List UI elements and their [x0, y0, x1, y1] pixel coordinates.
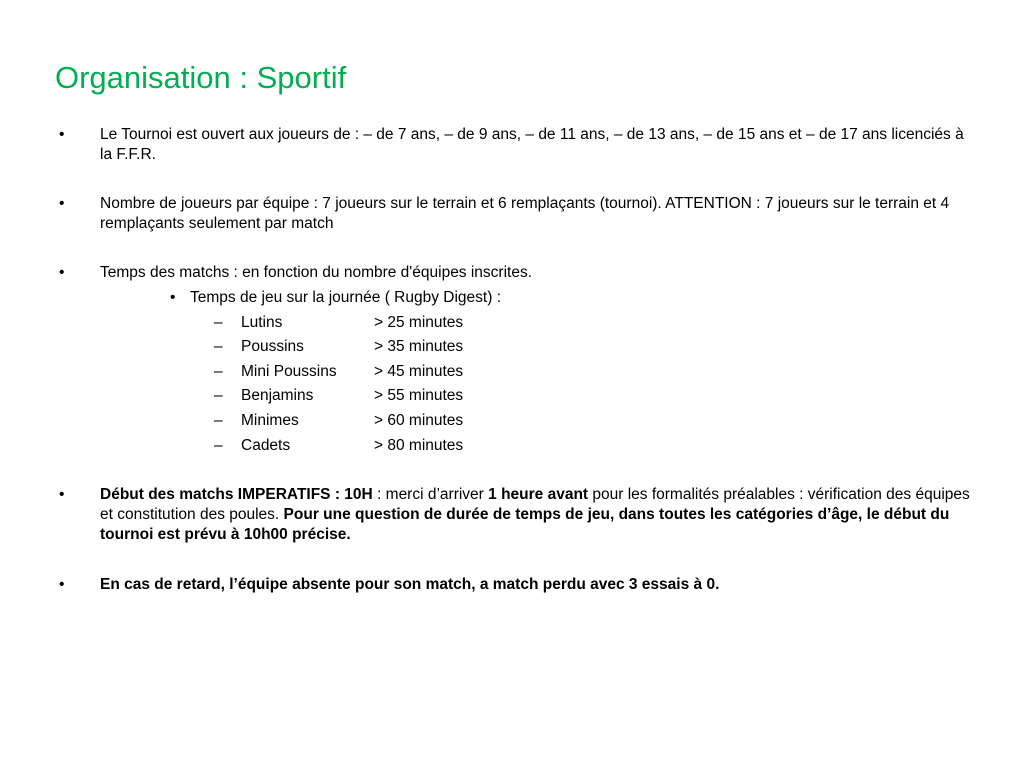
bullet-marker: •: [59, 576, 65, 593]
category-name: Cadets: [241, 437, 291, 454]
formalities-text: pour les formalités préalables : vérification des équipes et constitution des poules.: [100, 486, 970, 523]
category-time: > 55 minutes: [374, 387, 464, 404]
bullet-text-age-groups: Le Tournoi est ouvert aux joueurs de : – de 7 ans, – de 9 ans, – de 11 ans, – de 13 ans, – de 15 ans et – de 17 ans licenciés à la F.F.R.: [100, 126, 964, 163]
category-name: Minimes: [241, 412, 299, 429]
bullet-marker: •: [59, 264, 65, 281]
slide-title: Organisation : Sportif: [55, 60, 347, 95]
category-name: Benjamins: [241, 387, 314, 404]
start-time-bold: Début des matchs IMPERATIFS : 10H: [100, 486, 373, 503]
bullet-text-start-time: [100, 485, 980, 545]
category-name: Lutins: [241, 314, 283, 331]
category-name: Mini Poussins: [241, 363, 337, 380]
category-time: > 35 minutes: [374, 338, 464, 355]
category-time: > 60 minutes: [374, 412, 464, 429]
start-time-text: : merci d’arriver: [372, 486, 489, 503]
sub-bullet-marker: •: [170, 289, 176, 306]
dash-marker: –: [214, 314, 223, 331]
bullet-text-late-rule: [100, 575, 980, 595]
bullet-text-match-times: Temps des matchs : en fonction du nombre d'équipes inscrites.: [100, 264, 533, 281]
bullet-marker: •: [59, 126, 65, 143]
bullet-marker: •: [59, 195, 65, 212]
dash-marker: –: [214, 363, 223, 380]
bullet-text-players-per-team: Nombre de joueurs par équipe : 7 joueurs sur le terrain et 6 remplaçants (tournoi). ATTENTION : 7 joueurs sur le terrain et 4 remplaçants seulement par match: [100, 195, 950, 232]
category-time: > 25 minutes: [374, 314, 464, 331]
dash-marker: –: [214, 412, 223, 429]
category-time: > 80 minutes: [374, 437, 464, 454]
dash-marker: –: [214, 338, 223, 355]
dash-marker: –: [214, 437, 223, 454]
dash-marker: –: [214, 387, 223, 404]
bullet-marker: •: [59, 486, 65, 503]
late-rule-bold: En cas de retard, l’équipe absente pour son match, a match perdu avec 3 essais à 0.: [100, 576, 720, 593]
start-precise-bold: Pour une question de durée de temps de jeu, dans toutes les catégories d’âge, le début du tournoi est prévu à 10h00 précise.: [100, 506, 950, 543]
category-name: Poussins: [241, 338, 304, 355]
category-time: > 45 minutes: [374, 363, 464, 380]
sub-bullet-text-play-time: Temps de jeu sur la journée ( Rugby Digest) :: [190, 289, 502, 306]
arrival-time-bold: 1 heure avant: [488, 486, 589, 503]
